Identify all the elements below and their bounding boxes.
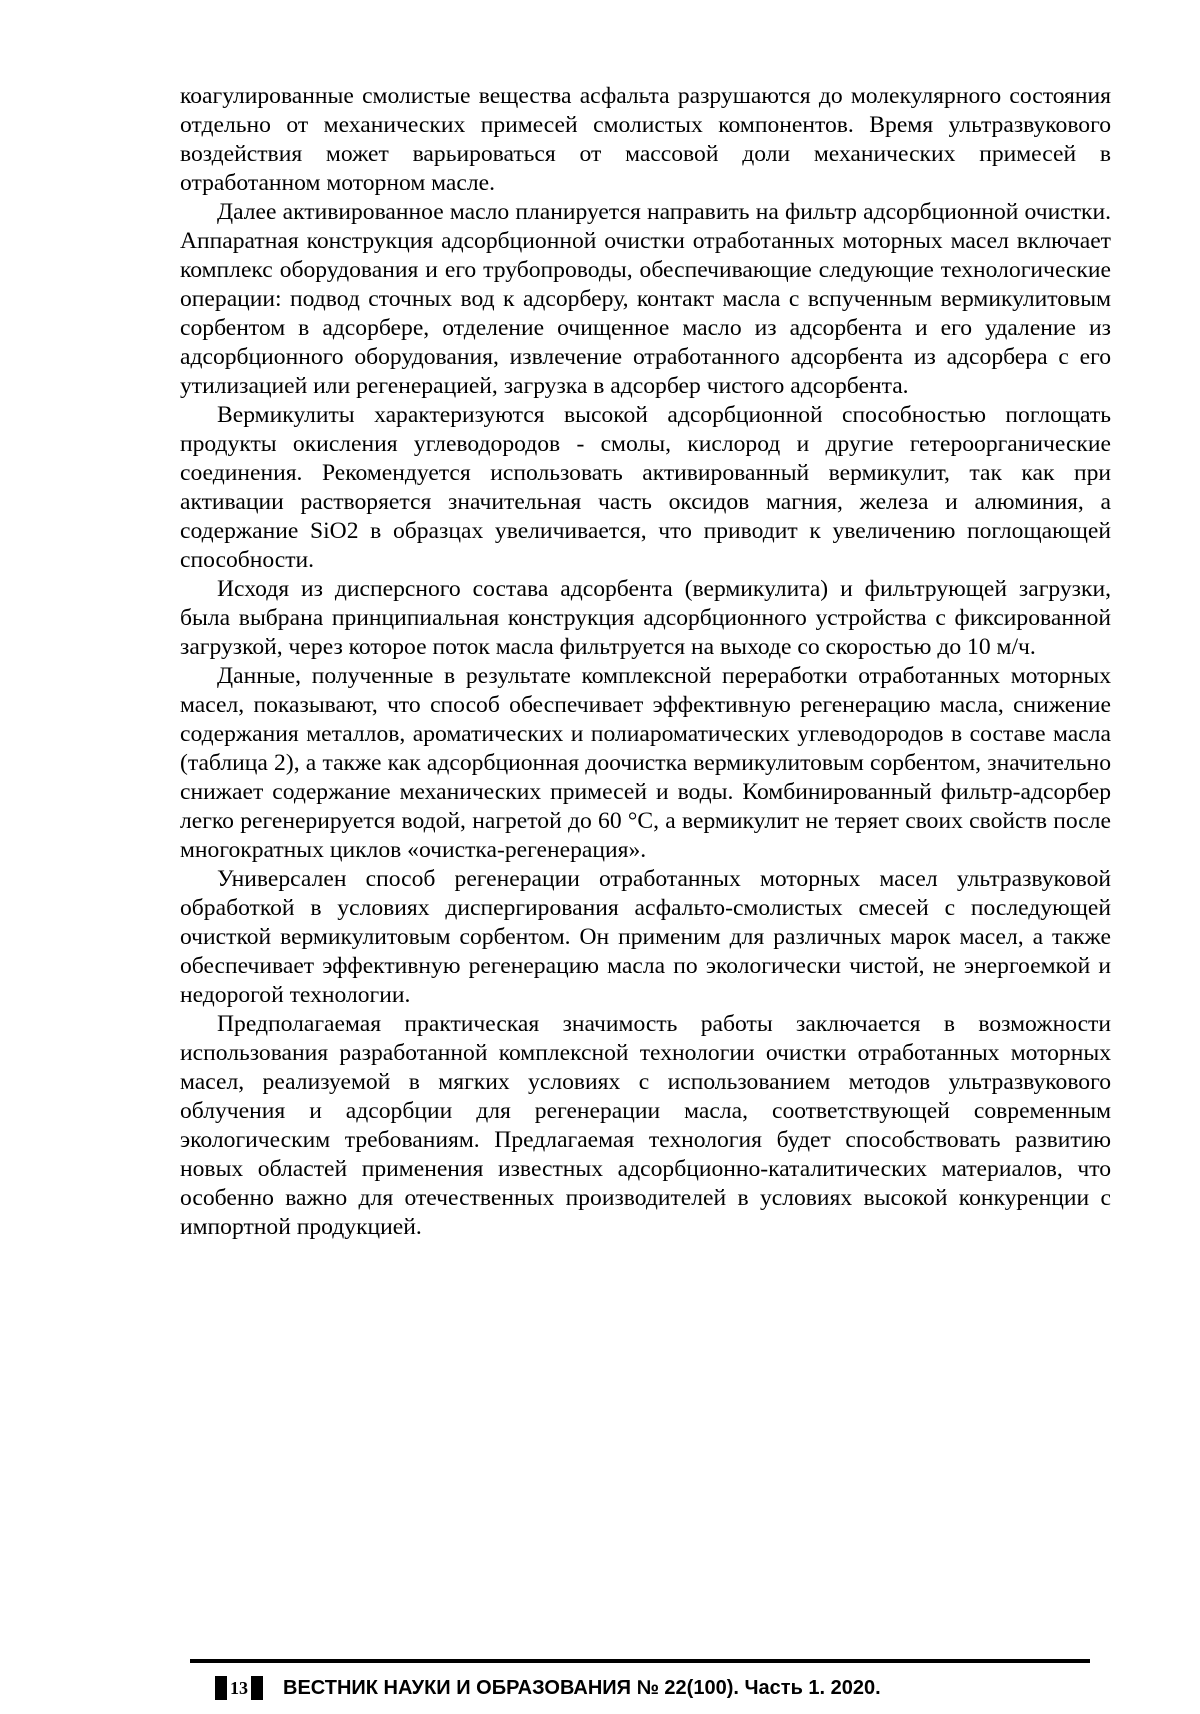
page-footer xyxy=(215,1675,881,1701)
paragraph-7: Предполагаемая практическая значимость работы заключается в возможности использования разработанной комплексной технологии очистки отработанных моторных масел, реализуемой в мягких условиях с использованием методов ультразвукового облучения и адсорбции для регенерации масла, соответствующей современным экологическим требованиям. Предлагаемая технология будет способствовать развитию новых областей применения известных адсорбционно-каталитических материалов, что особенно важно для отечественных производителей в условиях высокой конкуренции с импортной продукцией. xyxy=(180,1011,1111,1240)
journal-title: ВЕСТНИК НАУКИ И ОБРАЗОВАНИЯ № 22(100). Часть 1. 2020. xyxy=(283,1676,881,1699)
paragraph-6: Универсален способ регенерации отработанных моторных масел ультразвуковой обработкой в условиях диспергирования асфальто-смолистых смесей с последующей очисткой вермикулитовым сорбентом. Он применим для различных марок масел, а также обеспечивает эффективную регенерацию масла по экологически чистой, не энергоемкой и недорогой технологии. xyxy=(180,866,1111,1008)
article-body xyxy=(180,82,1111,1242)
paragraph-4: Исходя из дисперсного состава адсорбента (вермикулита) и фильтрующей загрузки, была выбрана принципиальная конструкция адсорбционного устройства с фиксированной загрузкой, через которое поток масла фильтруется на выходе со скоростью до 10 м/ч. xyxy=(180,576,1111,660)
paragraph-3: Вермикулиты характеризуются высокой адсорбционной способностью поглощать продукты окисления углеводородов - смолы, кислород и другие гетероорганические соединения. Рекомендуется использовать активированный вермикулит, так как при активации растворяется значительная часть оксидов магния, железа и алюминия, а содержание SiO2 в образцах увеличивается, что приводит к увеличению поглощающей способности. xyxy=(180,402,1111,573)
paragraph-5: Данные, полученные в результате комплексной переработки отработанных моторных масел, показывают, что способ обеспечивает эффективную регенерацию масла, снижение содержания металлов, ароматических и полиароматических углеводородов в составе масла (таблица 2), а также как адсорбционная доочистка вермикулитовым сорбентом, значительно снижает содержание механических примесей и воды. Комбинированный фильтр-адсорбер легко регенерируется водой, нагретой до 60 °С, а вермикулит не теряет своих свойств после многократных циклов «очистка-регенерация». xyxy=(180,663,1111,863)
footer-divider xyxy=(190,1659,1090,1663)
paragraph-1: коагулированные смолистые вещества асфальта разрушаются до молекулярного состояния отдельно от механических примесей смолистых компонентов. Время ультразвукового воздействия может варьироваться от массовой доли механических примесей в отработанном моторном масле. xyxy=(180,83,1111,196)
page-number: 13 xyxy=(230,1677,248,1698)
footer-right-block xyxy=(251,1676,263,1700)
footer-left-block xyxy=(215,1676,227,1700)
paragraph-2: Далее активированное масло планируется направить на фильтр адсорбционной очистки. Аппаратная конструкция адсорбционной очистки отработанных моторных масел включает комплекс оборудования и его трубопроводы, обеспечивающие следующие технологические операции: подвод сточных вод к адсорберу, контакт масла с вспученным вермикулитовым сорбентом в адсорбере, отделение очищенное масло из адсорбента и его удаление из адсорбционного оборудования, извлечение отработанного адсорбента из адсорбера с его утилизацией или регенерацией, загрузка в адсорбер чистого адсорбента. xyxy=(180,199,1111,399)
